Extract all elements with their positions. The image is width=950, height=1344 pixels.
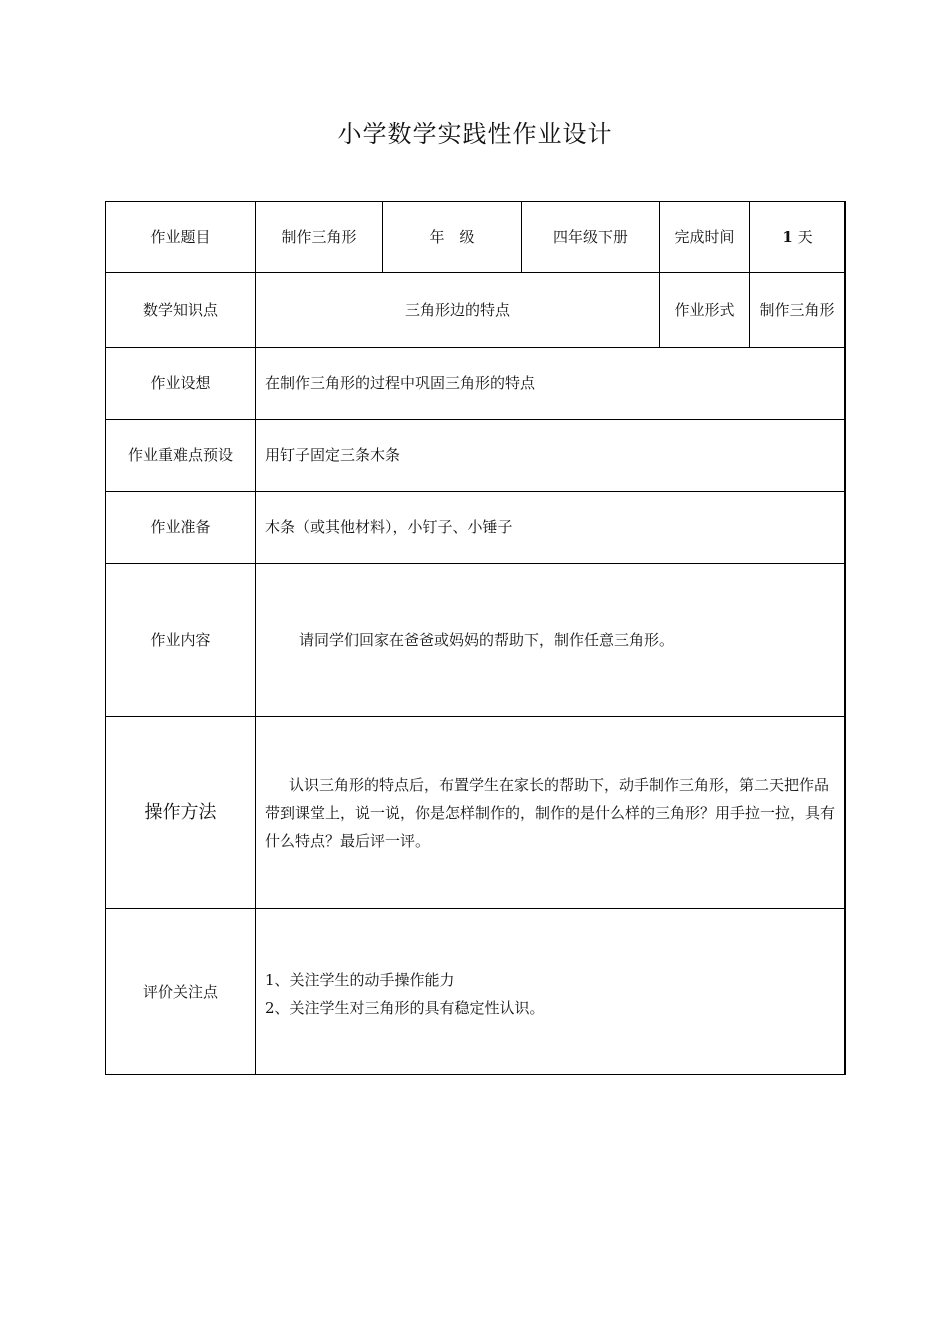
knowledge-value: 三角形边的特点: [404, 300, 510, 319]
knowledge-label: 数学知识点: [142, 300, 218, 319]
time-label: 完成时间: [674, 228, 735, 246]
page-title: 小学数学实践性作业设计: [337, 120, 613, 148]
evaluation-item: 2、关注学生对三角形的具有稳定性认识。: [265, 999, 545, 1017]
form-value: 制作三角形: [759, 300, 835, 319]
evaluation-item: 1、关注学生的动手操作能力: [265, 971, 455, 989]
idea-value: 在制作三角形的过程中巩固三角形的特点: [265, 374, 536, 392]
form-label: 作业形式: [674, 300, 735, 319]
topic-label: 作业题目: [150, 228, 211, 246]
content-value: 请同学们回家在爸爸或妈妈的帮助下，制作任意三角形。: [299, 630, 675, 649]
method-value: 认识三角形的特点后，布置学生在家长的帮助下，动手制作三角形，第二天把作品带到课堂上，说一说，你是怎样制作的，制作的是什么样的三角形？用手拉一拉，具有什么特点？最后评一评。: [265, 776, 836, 850]
idea-label: 作业设想: [150, 374, 211, 392]
difficulty-label: 作业重难点预设: [127, 446, 233, 464]
method-label: 操作方法: [144, 802, 217, 823]
grade-value: 四年级下册: [552, 228, 628, 246]
time-value: [750, 202, 845, 273]
grade-label: 年 级: [429, 228, 475, 246]
preparation-label: 作业准备: [150, 518, 211, 536]
topic-value: 制作三角形: [281, 228, 357, 246]
preparation-value: 木条（或其他材料），小钉子、小锤子: [265, 518, 513, 536]
homework-table: [105, 201, 846, 1075]
difficulty-value: 用钉子固定三条木条: [265, 446, 401, 464]
evaluation-list: [265, 966, 840, 1022]
time-unit: 天: [797, 228, 813, 246]
evaluation-label: 评价关注点: [142, 982, 218, 1001]
time-number: 1: [782, 228, 793, 246]
content-label: 作业内容: [150, 630, 211, 649]
